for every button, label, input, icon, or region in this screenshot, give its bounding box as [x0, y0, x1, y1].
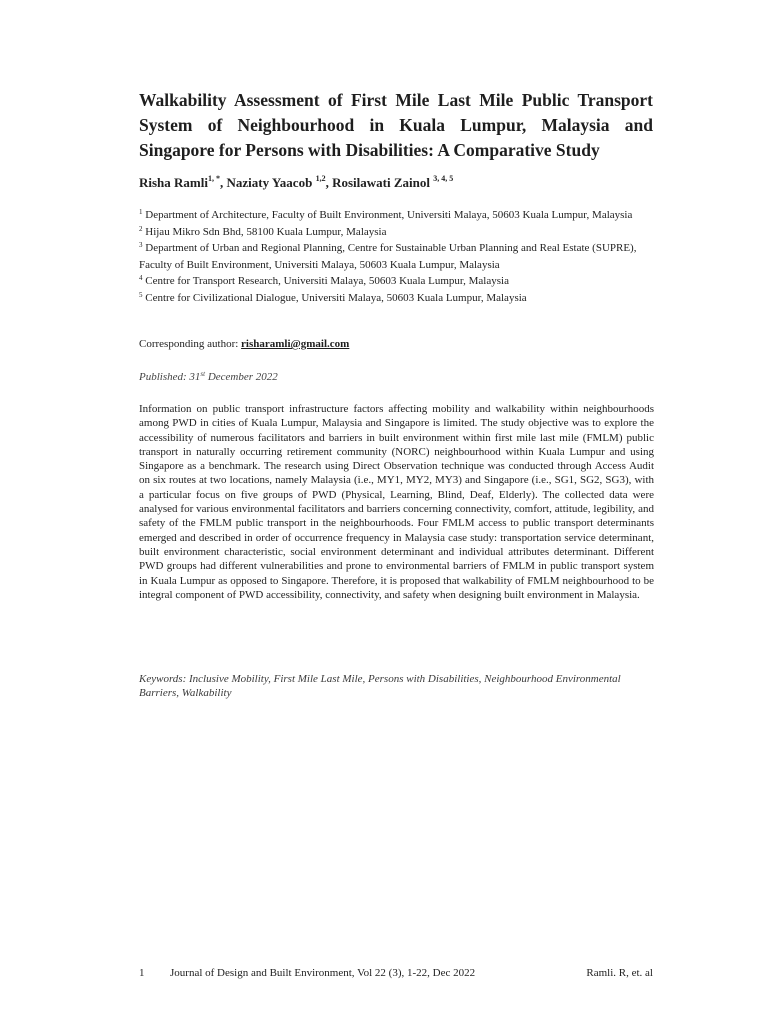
corresponding-author: [139, 338, 349, 350]
affiliation-number: 3: [139, 241, 143, 249]
affiliation-number: 1: [139, 208, 143, 216]
author-name: Naziaty Yaacob: [226, 175, 316, 190]
affiliation-item: [139, 224, 654, 241]
page-number: 1: [139, 967, 145, 979]
author-separator: ,: [325, 175, 333, 190]
author-affiliation-marks: 3, 4, 5: [433, 174, 454, 183]
published-prefix: Published: 31: [139, 371, 201, 383]
affiliation-item: [139, 207, 654, 224]
affiliation-list: [139, 207, 654, 306]
running-author: Ramli. R, et. al: [586, 967, 653, 979]
corresponding-email-link[interactable]: risharamli@gmail.com: [241, 338, 350, 350]
published-date: [139, 371, 278, 383]
author-2: [226, 175, 332, 190]
journal-citation: Journal of Design and Built Environment, Vol 22 (3), 1-22, Dec 2022: [170, 967, 476, 979]
published-suffix: December 2022: [205, 371, 278, 383]
author-list: [139, 175, 453, 191]
abstract-text: Information on public transport infrastructure factors affecting mobility and walkability within neighbourhoods among PWD in cities of Kuala Lumpur, Malaysia and Singapore is limited. The study objective was to explore the accessibility of numerous facilitators and barriers in built environment within first mile last mile (FMLM) public transport in naturally occurring retirement community (NORC) neighbourhood within Kuala Lumpur and using Singapore as a benchmark. The research using Direct Observation technique was conducted through Access Audit on six routes at two locations, namely Malaysia (i.e., MY1, MY2, MY3) and Singapore (i.e., SG1, SG2, SG3), with a particular focus on five groups of PWD (Physical, Learning, Blind, Deaf, Elderly). The collected data were analysed for various environmental facilitators and barriers concerning connectivity, comfort, attitude, legibility, and safety of the FMLM public transport in the neighbourhoods. Four FMLM access to public transport determinants emerged and described in order of occurrence frequency in Malaysia case study: transportation service determinant, built environment characteristic, social environment determinant and individual attributes determinant. Different PWD groups had different vulnerabilities and prone to environmental barriers of FMLM in public transport system in Kuala Lumpur as opposed to Singapore. Therefore, it is proposed that walkability of FMLM neighbourhood to be integral component of PWD accessibility, connectivity, and safety when designing built environment in Malaysia.: [139, 403, 654, 601]
author-affiliation-marks: 1,2: [315, 174, 326, 183]
paper-title: Walkability Assessment of First Mile Last Mile Public Transport System of Neighbourhood in Kuala Lumpur, Malaysia and Singapore for Persons with Disabilities: A Comparative Study: [139, 90, 653, 160]
affiliation-text: Centre for Transport Research, Universiti Malaya, 50603 Kuala Lumpur, Malaysia: [142, 275, 509, 287]
affiliation-item: [139, 240, 654, 273]
affiliation-item: [139, 273, 654, 290]
affiliation-item: [139, 290, 654, 307]
affiliation-number: 5: [139, 290, 143, 299]
author-affiliation-marks: 1, *: [207, 174, 220, 183]
affiliation-number: 2: [139, 224, 143, 233]
author-1: [139, 175, 226, 190]
affiliation-text: Department of Architecture, Faculty of Built Environment, Universiti Malaya, 50603 Kuala Lumpur, Malaysia: [142, 209, 633, 221]
author-name: Rosilawati Zainol: [332, 175, 434, 190]
author-name: Risha Ramli: [139, 175, 208, 190]
affiliation-text: Hijau Mikro Sdn Bhd, 58100 Kuala Lumpur, Malaysia: [142, 225, 387, 238]
corresponding-label: Corresponding author:: [139, 338, 242, 350]
keywords: Keywords: Inclusive Mobility, First Mile Last Mile, Persons with Disabilities, Neighbourhood Environmental Barriers, Walkability: [139, 673, 621, 700]
published-ordinal: st: [200, 370, 206, 378]
affiliation-number: 4: [139, 274, 143, 282]
affiliation-text: Centre for Civilizational Dialogue, Universiti Malaya, 50603 Kuala Lumpur, Malaysia: [142, 291, 527, 304]
author-separator: ,: [219, 175, 227, 190]
author-3: [332, 175, 453, 190]
affiliation-text: Department of Urban and Regional Planning, Centre for Sustainable Urban Planning and Real Estate (SUPRE), Faculty of Built Environment, Universiti Malaya, 50603 Kuala Lumpur, Malaysia: [139, 242, 637, 271]
